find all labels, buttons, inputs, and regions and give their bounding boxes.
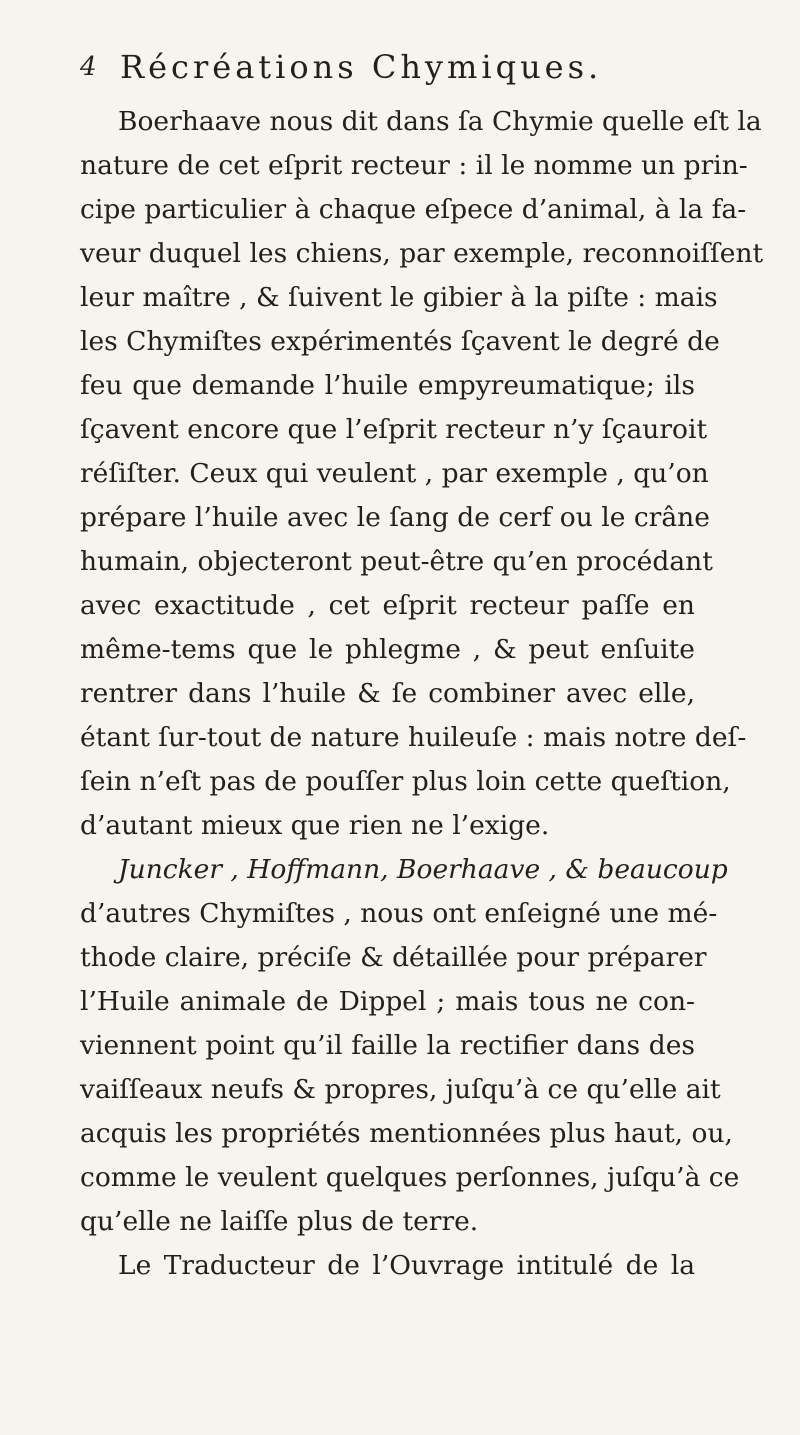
text-line: humain, objecteront peut-être qu’en procédant [80, 546, 713, 577]
text-line: feu que demande l’huile empyreumatique; ils [80, 370, 695, 401]
text-line: leur maître , & ſuivent le gibier à la piſte : mais [80, 282, 718, 313]
text-line: nature de cet eſprit recteur : il le nomme un prin- [80, 150, 748, 181]
text-line: Boerhaave nous dit dans ſa Chymie quelle eſt la [118, 106, 762, 137]
text-line: l’Huile animale de Dippel ; mais tous ne con- [80, 986, 695, 1017]
text-line: d’autres Chymiſtes , nous ont enſeigné une mé- [80, 898, 718, 929]
text-line: vaiſſeaux neufs & propres, juſqu’à ce qu’elle ait [80, 1074, 721, 1105]
text-line: veur duquel les chiens, par exemple, reconnoiſſent [80, 238, 764, 269]
text-line: avec exactitude , cet eſprit recteur paſſe en [80, 590, 695, 621]
text-line: les Chymiſtes expérimentés ſçavent le degré de [80, 326, 720, 357]
text-line: qu’elle ne laiſſe plus de terre. [80, 1206, 479, 1237]
text-line: Juncker , Hoffmann, Boerhaave , & beaucoup [118, 854, 728, 885]
text-line: cipe particulier à chaque eſpece d’animal, à la fa- [80, 194, 747, 225]
text-line: rentrer dans l’huile & ſe combiner avec elle, [80, 678, 695, 709]
text-line: d’autant mieux que rien ne l’exige. [80, 810, 550, 841]
text-line: ſçavent encore que l’eſprit recteur n’y ſçauroit [80, 414, 708, 445]
running-head: Récréations Chymiques. [120, 48, 603, 86]
text-line: acquis les propriétés mentionnées plus haut, ou, [80, 1118, 733, 1149]
text-line: thode claire, préciſe & détaillée pour préparer [80, 942, 707, 973]
text-line: viennent point qu’il faille la rectifier dans des [80, 1030, 695, 1061]
text-line: étant ſur-tout de nature huileuſe : mais notre deſ- [80, 722, 747, 753]
page-number: 4 [80, 52, 97, 82]
text-line: réſiſter. Ceux qui veulent , par exemple , qu’on [80, 458, 709, 489]
text-line: même-tems que le phlegme , & peut enſuite [80, 634, 695, 665]
text-line: ſein n’eſt pas de pouſſer plus loin cette queſtion, [80, 766, 731, 797]
text-line: Le Traducteur de l’Ouvrage intitulé de la [118, 1250, 695, 1281]
text-line: comme le veulent quelques perſonnes, juſqu’à ce [80, 1162, 740, 1193]
text-line: prépare l’huile avec le ſang de cerf ou le crâne [80, 502, 710, 533]
